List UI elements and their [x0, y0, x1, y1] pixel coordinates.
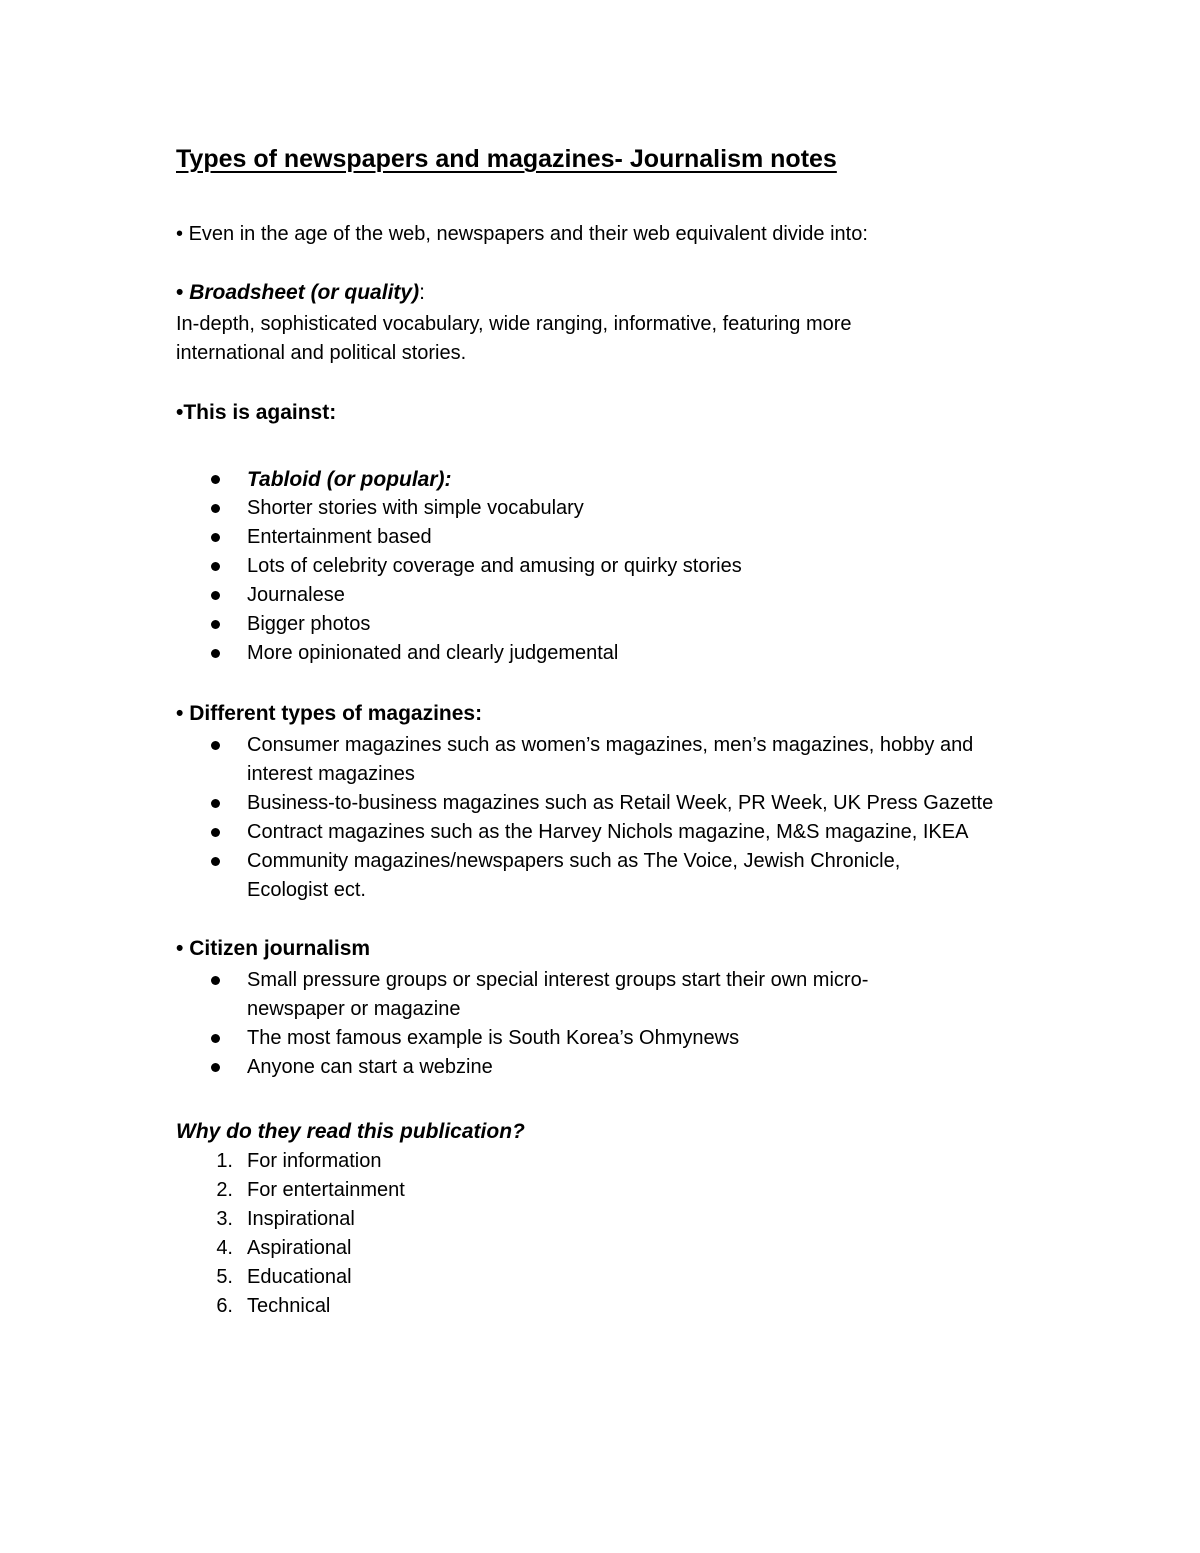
list-number: 5. [216, 1266, 233, 1288]
list-item: Journalese [211, 581, 1111, 610]
intro-line [176, 223, 868, 246]
intro-text: Even in the age of the web, newspapers and their web equivalent divide into: [188, 223, 868, 245]
list-item [211, 1292, 1111, 1321]
citizen-bullet: • [176, 937, 184, 960]
list-text: Technical [247, 1295, 331, 1317]
list-item: Business-to-business magazines such as Retail Week, PR Week, UK Press Gazette [211, 789, 1021, 818]
list-item: Small pressure groups or special interest groups start their own micro-newspaper or magazine [211, 966, 931, 1024]
list-number: 3. [216, 1208, 233, 1230]
list-number: 4. [216, 1237, 233, 1259]
reasons-list [211, 1147, 1111, 1321]
broadsheet-description [176, 310, 852, 368]
list-text: Aspirational [247, 1237, 352, 1259]
list-item [211, 1176, 1111, 1205]
list-item: Anyone can start a webzine [211, 1053, 931, 1082]
intro-bullet: • [176, 223, 184, 245]
list-number: 2. [216, 1179, 233, 1201]
list-text: Educational [247, 1266, 352, 1288]
list-item: Community magazines/newspapers such as The Voice, Jewish Chronicle, Ecologist ect. [211, 847, 1021, 905]
list-item: Entertainment based [211, 523, 1111, 552]
list-item: More opinionated and clearly judgemental [211, 639, 1111, 668]
list-item: Tabloid (or popular): [211, 465, 1111, 494]
citizen-heading [176, 937, 370, 961]
broadsheet-heading [176, 281, 425, 305]
why-heading: Why do they read this publication? [176, 1120, 525, 1143]
list-item [211, 1263, 1111, 1292]
list-item [211, 1205, 1111, 1234]
broadsheet-colon: : [419, 281, 425, 304]
magazines-list [211, 731, 1021, 905]
list-text: For entertainment [247, 1179, 405, 1201]
citizen-heading-text: Citizen journalism [189, 937, 371, 960]
against-heading-text: This is against: [183, 401, 337, 424]
against-heading [176, 401, 336, 425]
list-item: Contract magazines such as the Harvey Nichols magazine, M&S magazine, IKEA [211, 818, 1021, 847]
list-item [211, 1234, 1111, 1263]
list-item: Consumer magazines such as women’s magazines, men’s magazines, hobby and interest magazines [211, 731, 1021, 789]
list-item: Lots of celebrity coverage and amusing or quirky stories [211, 552, 1111, 581]
against-bullet: • [176, 401, 184, 424]
list-number: 1. [216, 1150, 233, 1172]
magazines-bullet: • [176, 702, 184, 725]
list-text: For information [247, 1150, 382, 1172]
broadsheet-bullet: • [176, 281, 184, 304]
list-text: Inspirational [247, 1208, 355, 1230]
document-title: Types of newspapers and magazines- Journalism notes [176, 145, 837, 173]
magazines-heading-text: Different types of magazines: [189, 702, 483, 725]
broadsheet-line-1: In-depth, sophisticated vocabulary, wide ranging, informative, featuring more [176, 313, 852, 335]
broadsheet-heading-text: Broadsheet (or quality) [189, 281, 420, 304]
tabloid-list [211, 465, 1111, 668]
broadsheet-line-2: international and political stories. [176, 342, 467, 364]
list-number: 6. [216, 1295, 233, 1317]
list-item: Shorter stories with simple vocabulary [211, 494, 1111, 523]
list-item: Bigger photos [211, 610, 1111, 639]
list-item: The most famous example is South Korea’s Ohmynews [211, 1024, 931, 1053]
citizen-list [211, 966, 931, 1082]
list-item [211, 1147, 1111, 1176]
magazines-heading [176, 702, 482, 726]
